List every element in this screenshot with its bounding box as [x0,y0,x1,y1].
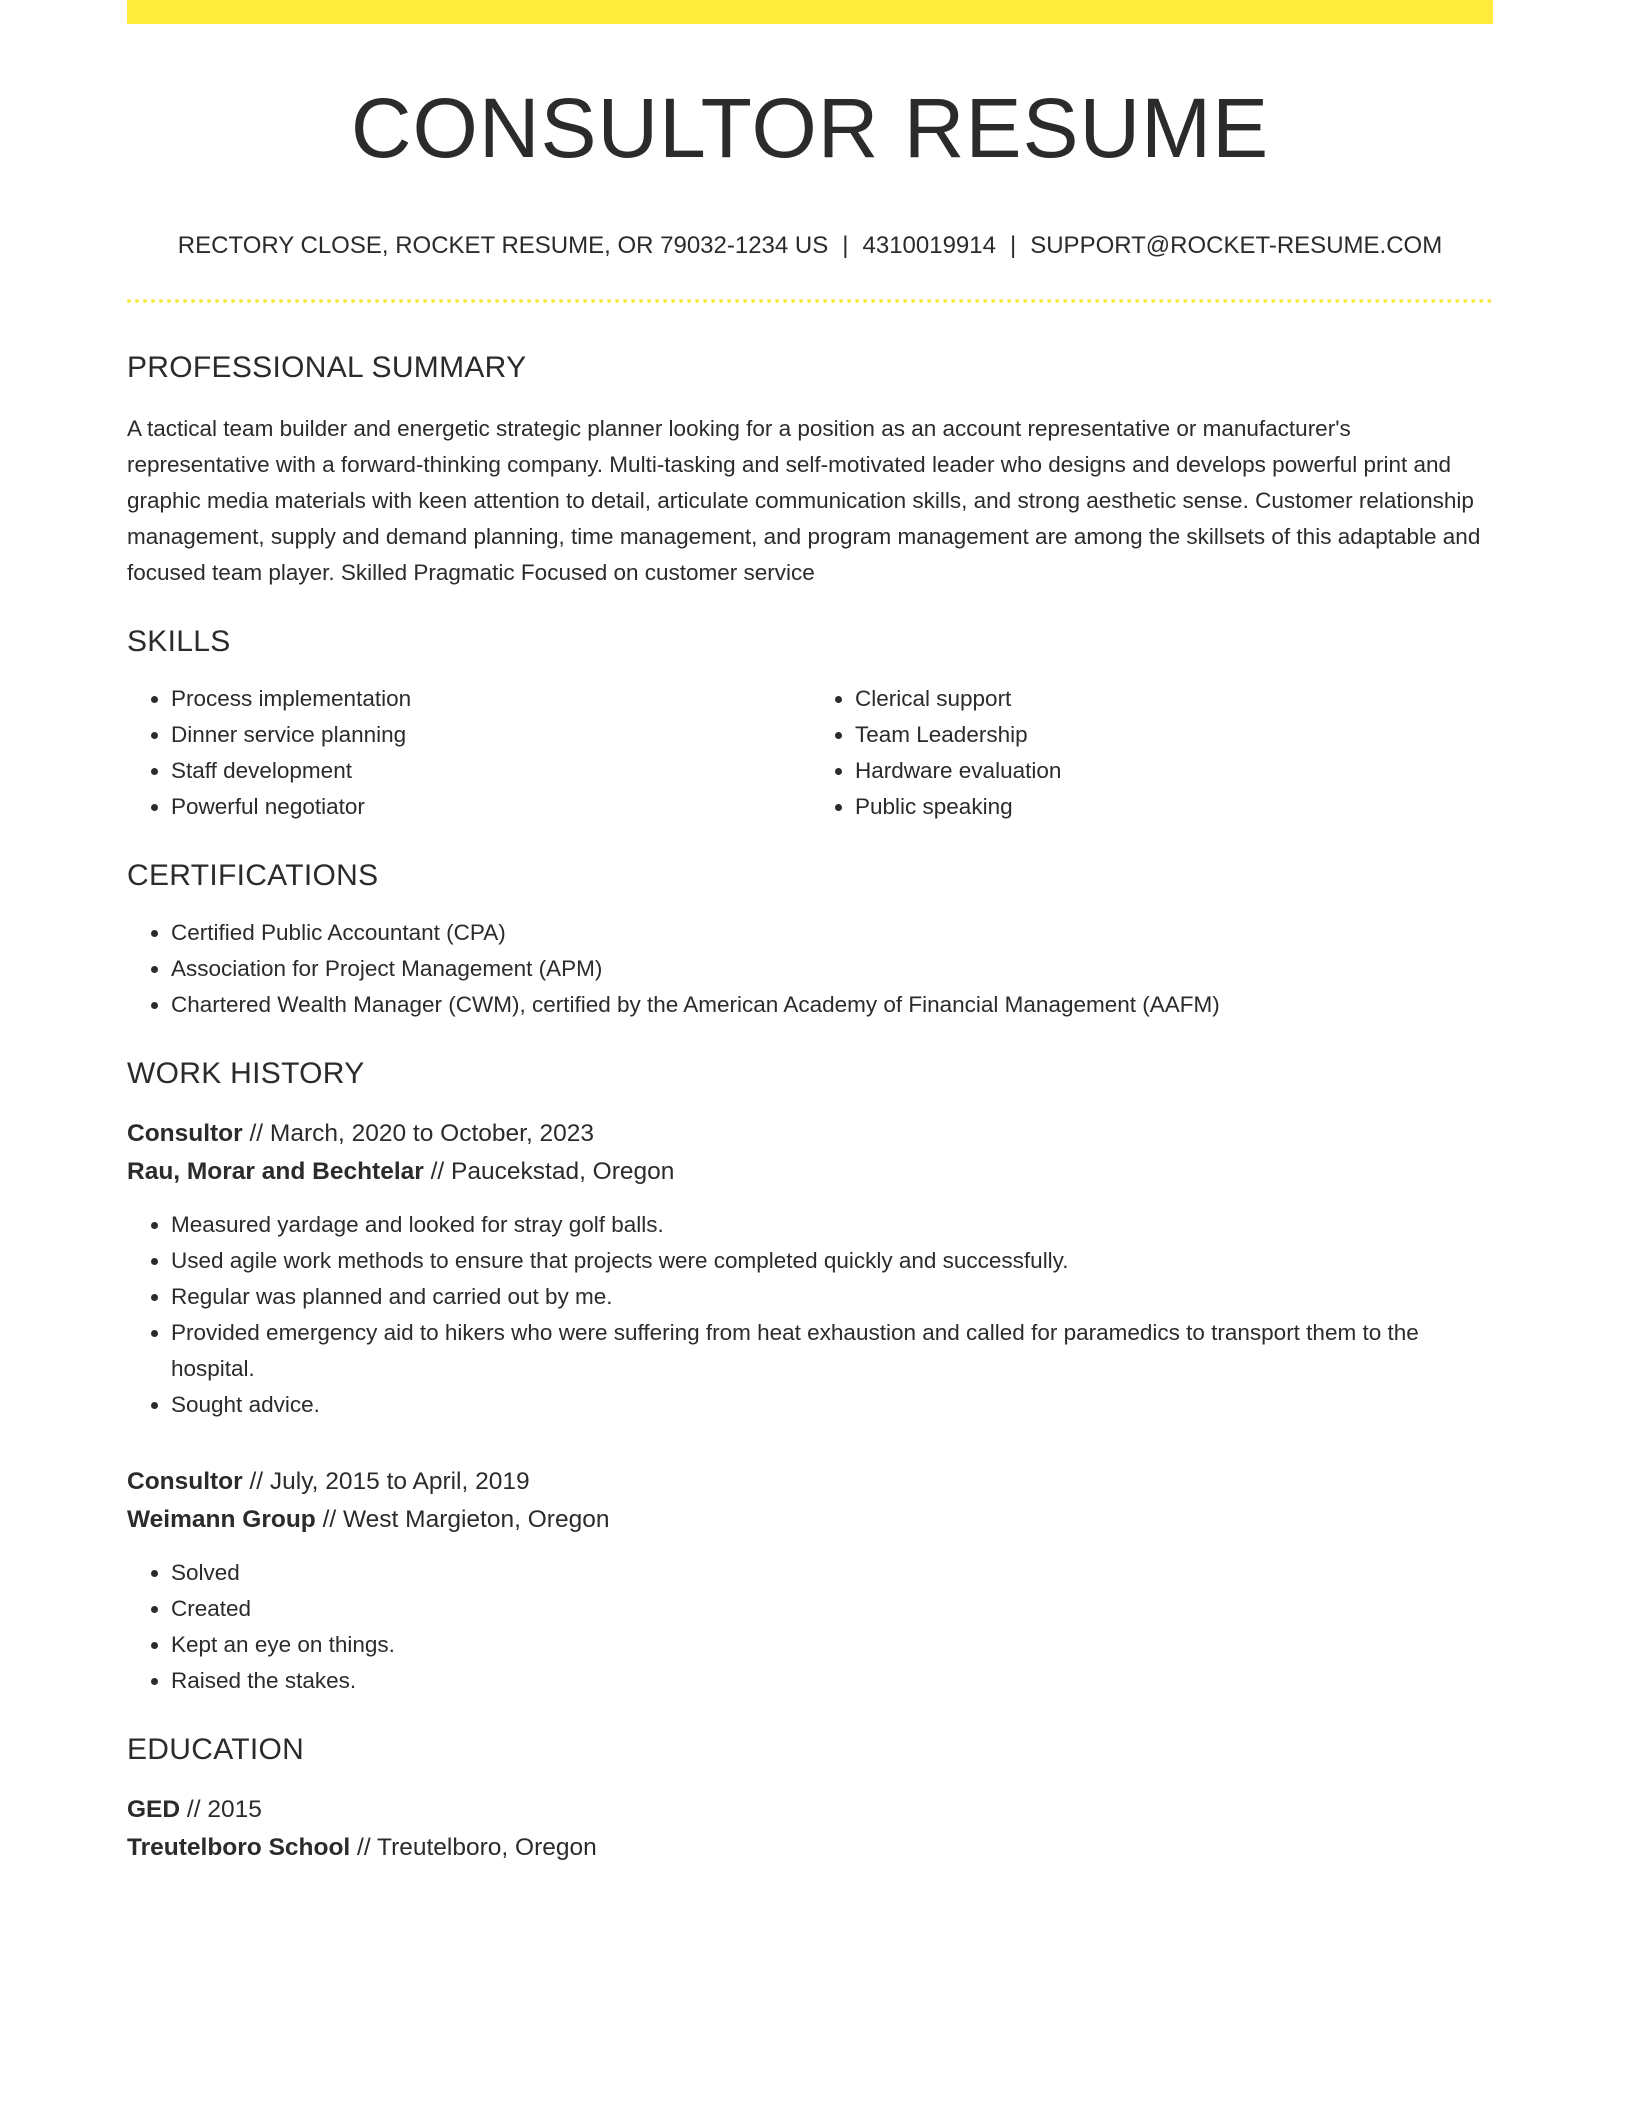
skill-item: • Staff development [171,753,810,789]
job-entry-1 [127,1115,1493,1191]
skill-item: • Public speaking [855,789,1493,825]
skill-item: • Team Leadership [855,717,1493,753]
job-dates: // July, 2015 to April, 2019 [242,1468,530,1496]
job-bullet: • Kept an eye on things. [171,1627,1493,1663]
skill-item: • Clerical support [855,681,1493,717]
skills-column-2 [810,681,1493,825]
job-bullet: • Created [171,1591,1493,1627]
skill-item: • Dinner service planning [171,717,810,753]
dotted-divider [127,299,1493,303]
skill-item: • Process implementation [171,681,810,717]
resume-page [127,0,1493,1867]
certifications-list [127,915,1493,1023]
school-line [127,1829,1493,1867]
education-entry [127,1791,1493,1867]
job-company: Weimann Group [127,1506,316,1534]
phone: 4310019914 [862,232,996,260]
address: RECTORY CLOSE, ROCKET RESUME, OR 79032-1234 US [177,232,829,260]
job-bullet: • Solved [171,1555,1493,1591]
job-role-line [127,1463,1493,1501]
section-title-certifications: CERTIFICATIONS [127,859,379,893]
certification-item: • Chartered Wealth Manager (CWM), certified by the American Academy of Financial Management (AAFM) [171,987,1493,1023]
contact-separator: | [1009,232,1017,260]
job-bullet: • Used agile work methods to ensure that projects were completed quickly and successfully. [171,1243,1493,1279]
section-title-summary: PROFESSIONAL SUMMARY [127,351,527,385]
degree-line [127,1791,1493,1829]
certification-item: • Association for Project Management (APM) [171,951,1493,987]
section-title-education: EDUCATION [127,1733,305,1767]
skills-column-1 [127,681,810,825]
job-company-line [127,1153,1493,1191]
job-entry-2 [127,1463,1493,1539]
job-role: Consultor [127,1120,243,1148]
job-dates: // March, 2020 to October, 2023 [242,1120,595,1148]
section-title-work-history: WORK HISTORY [127,1057,365,1091]
skill-item: • Powerful negotiator [171,789,810,825]
job-company-line [127,1501,1493,1539]
job-bullet: • Measured yardage and looked for stray golf balls. [171,1207,1493,1243]
job-bullets-2 [127,1555,1493,1699]
accent-bar [127,0,1493,24]
job-bullets-1 [127,1207,1493,1423]
certification-item: • Certified Public Accountant (CPA) [171,915,1493,951]
summary-text: A tactical team builder and energetic strategic planner looking for a position as an account representative or manufacturer's representative with a forward-thinking company. Multi-tasking and self-motivated leader who designs and develops powerful print and graphic media materials with keen attention to detail, articulate communication skills, and strong aesthetic sense. Customer relationship management, supply and demand planning, time management, and program management are among the skillsets of this adaptable and focused team player. Skilled Pragmatic Focused on customer service [127,416,1481,586]
job-role: Consultor [127,1468,243,1496]
skill-item: • Hardware evaluation [855,753,1493,789]
section-title-skills: SKILLS [127,625,231,659]
contact-separator: | [842,232,849,260]
job-company: Rau, Morar and Bechtelar [127,1158,424,1186]
job-role-line [127,1115,1493,1153]
school-location: // Treutelboro, Oregon [350,1834,597,1862]
email: SUPPORT@ROCKET-RESUME.COM [1030,232,1443,260]
resume-title: CONSULTOR RESUME [350,81,1270,175]
job-bullet: • Regular was planned and carried out by me. [171,1279,1493,1315]
job-bullet: • Raised the stakes. [171,1663,1493,1699]
skills-grid [127,681,1493,825]
job-location: // Paucekstad, Oregon [423,1158,675,1186]
degree: GED [127,1796,181,1824]
school-name: Treutelboro School [127,1834,351,1862]
job-location: // West Margieton, Oregon [315,1506,610,1534]
contact-line [127,232,1493,261]
degree-year: // 2015 [180,1796,262,1824]
job-bullet: • Provided emergency aid to hikers who were suffering from heat exhaustion and called for paramedics to transport them to the hospital. [171,1315,1493,1387]
job-bullet: • Sought advice. [171,1387,1493,1423]
